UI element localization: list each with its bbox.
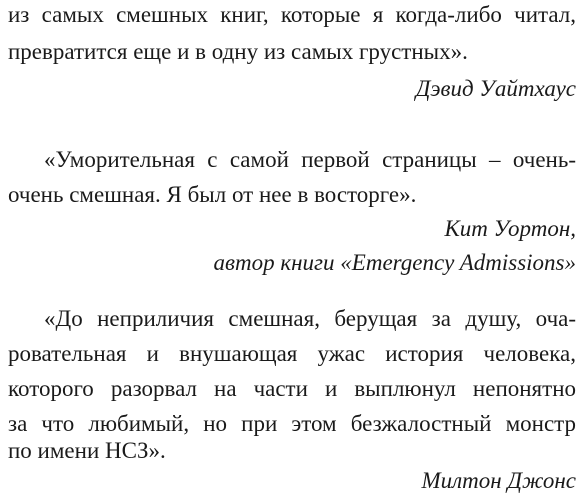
quote-3-line-3: которого разорвал на части и выплюнул непонятно bbox=[8, 376, 576, 401]
quote-3-line-5: по имени НСЗ». bbox=[8, 438, 166, 463]
quote-2-author-role: автор книги «Emergency Admissions» bbox=[213, 250, 576, 275]
quote-1-line-1: из самых смешных книг, которые я когда-либо читал, bbox=[8, 2, 576, 27]
quote-1-author: Дэвид Уайтхаус bbox=[415, 76, 576, 101]
quote-3-line-4: за что любимый, но при этом безжалостный монстр bbox=[8, 411, 576, 436]
quote-2-author: Кит Уортон, bbox=[444, 216, 576, 241]
quote-2-line-2: очень смешная. Я был от нее в восторге». bbox=[8, 182, 417, 207]
quote-1-line-2: превратится еще и в одну из самых грустных». bbox=[8, 39, 468, 64]
quote-3-author: Милтон Джонс bbox=[421, 468, 576, 493]
quote-3-line-2: ровательная и внушающая ужас история человека, bbox=[8, 341, 576, 366]
quote-3-line-1: «До неприличия смешная, берущая за душу, оча- bbox=[44, 306, 576, 331]
quote-2-line-1: «Уморительная с самой первой страницы – очень- bbox=[44, 147, 576, 172]
